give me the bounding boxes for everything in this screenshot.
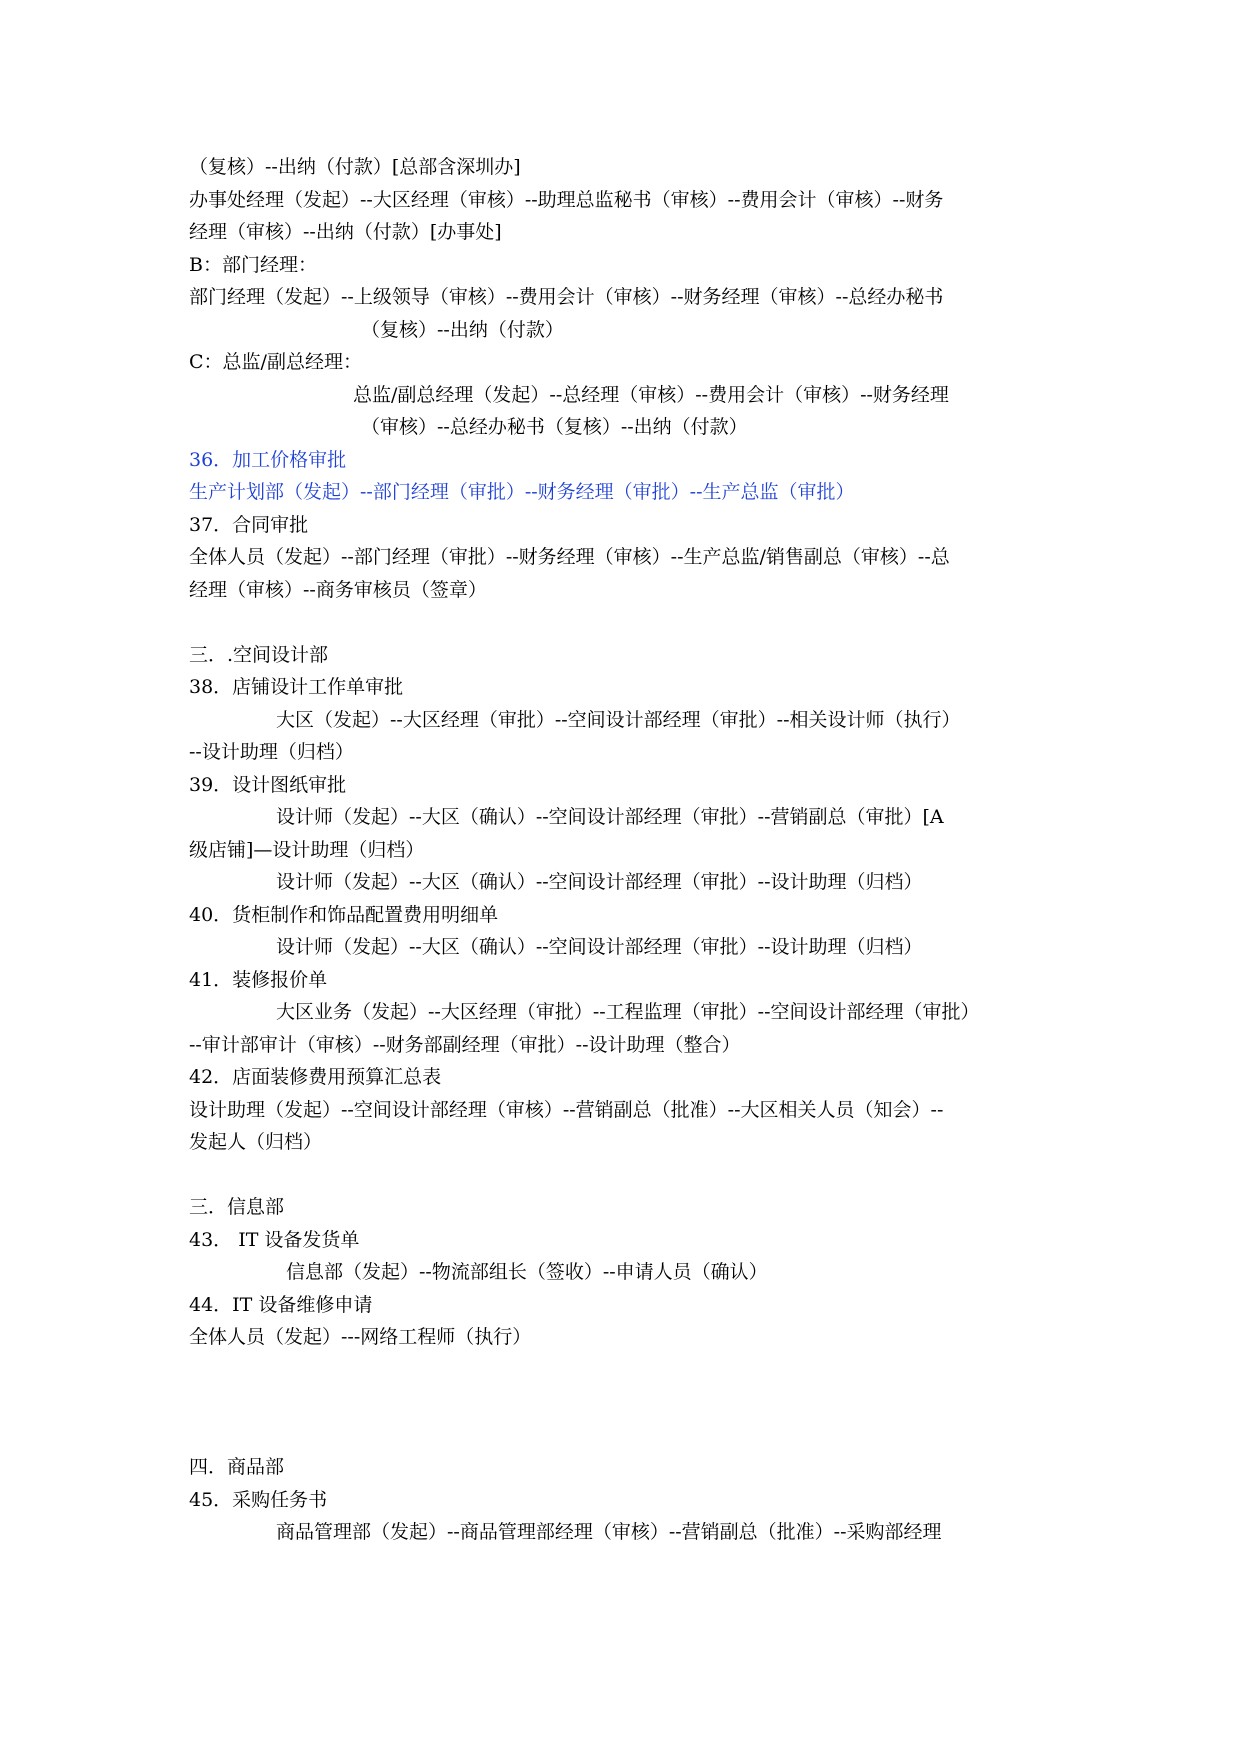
text-line: （审核）--总经办秘书（复核）--出纳（付款）: [361, 416, 748, 438]
text-line: （复核）--出纳（付款）: [361, 318, 564, 341]
text-line: 商品管理部（发起）--商品管理部经理（审核）--营销副总（批准）--采购部经理: [276, 1521, 942, 1543]
document-body: [189, 151, 1054, 1549]
text-line: 总监/副总经理（发起）--总经理（审核）--费用会计（审核）--财务经理: [353, 383, 949, 406]
text-line: --设计助理（归档）: [189, 741, 354, 763]
text-line: 设计师（发起）--大区（确认）--空间设计部经理（审批）--设计助理（归档）: [276, 871, 923, 893]
text-line: 设计师（发起）--大区（确认）--空间设计部经理（审批）--营销副总（审批）[A: [276, 806, 944, 828]
text-line: 经理（审核）--商务审核员（签章）: [189, 578, 487, 601]
item-heading: 37．合同审批: [189, 513, 309, 536]
text-line: 经理（审核）--出纳（付款）[办事处]: [189, 221, 502, 243]
section-heading: 三．.空间设计部: [189, 643, 329, 666]
item-heading: 45．采购任务书: [189, 1488, 328, 1511]
item-heading-highlighted: 36．加工价格审批: [189, 448, 347, 471]
text-line: 部门经理（发起）--上级领导（审核）--费用会计（审核）--财务经理（审核）--总经办秘书: [189, 286, 944, 308]
section-heading: 四．商品部: [189, 1456, 285, 1478]
item-heading: 41．装修报价单: [189, 968, 328, 991]
text-line: 大区业务（发起）--大区经理（审批）--工程监理（审批）--空间设计部经理（审批）: [276, 1001, 980, 1023]
text-line: （复核）--出纳（付款）[总部含深圳办]: [189, 156, 521, 178]
item-heading: 44．IT 设备维修申请: [189, 1293, 373, 1316]
blank-space: [189, 1354, 1054, 1452]
item-heading: 38．店铺设计工作单审批: [189, 676, 404, 698]
text-line: --审计部审计（审核）--财务部副经理（审批）--设计助理（整合）: [189, 1033, 741, 1056]
text-line: 办事处经理（发起）--大区经理（审核）--助理总监秘书（审核）--费用会计（审核）--财务: [189, 188, 944, 211]
subsection-heading: B：部门经理：: [189, 253, 317, 276]
subsection-heading: C：总监/副总经理：: [189, 351, 362, 373]
blank-line: [189, 606, 1054, 639]
text-line: 大区（发起）--大区经理（审批）--空间设计部经理（审批）--相关设计师（执行）: [276, 708, 961, 731]
text-line: 设计师（发起）--大区（确认）--空间设计部经理（审批）--设计助理（归档）: [276, 936, 923, 958]
section-heading: 三．信息部: [189, 1196, 285, 1218]
text-line: 全体人员（发起）--部门经理（审批）--财务经理（审核）--生产总监/销售副总（审核）--总: [189, 546, 950, 568]
text-line-highlighted: 生产计划部（发起）--部门经理（审批）--财务经理（审批）--生产总监（审批）: [189, 481, 855, 503]
item-heading: 43． IT 设备发货单: [189, 1228, 360, 1251]
text-line: 发起人（归档）: [189, 1131, 323, 1153]
item-heading: 39．设计图纸审批: [189, 773, 347, 796]
blank-line: [189, 1159, 1054, 1192]
item-heading: 42．店面装修费用预算汇总表: [189, 1066, 442, 1088]
text-line: 级店铺]—设计助理（归档）: [189, 838, 425, 861]
text-line: 信息部（发起）--物流部组长（签收）--申请人员（确认）: [286, 1261, 768, 1283]
text-line: 全体人员（发起）---网络工程师（执行）: [189, 1326, 532, 1348]
item-heading: 40．货柜制作和饰品配置费用明细单: [189, 903, 499, 926]
text-line: 设计助理（发起）--空间设计部经理（审核）--营销副总（批准）--大区相关人员（知会）--: [189, 1098, 944, 1121]
